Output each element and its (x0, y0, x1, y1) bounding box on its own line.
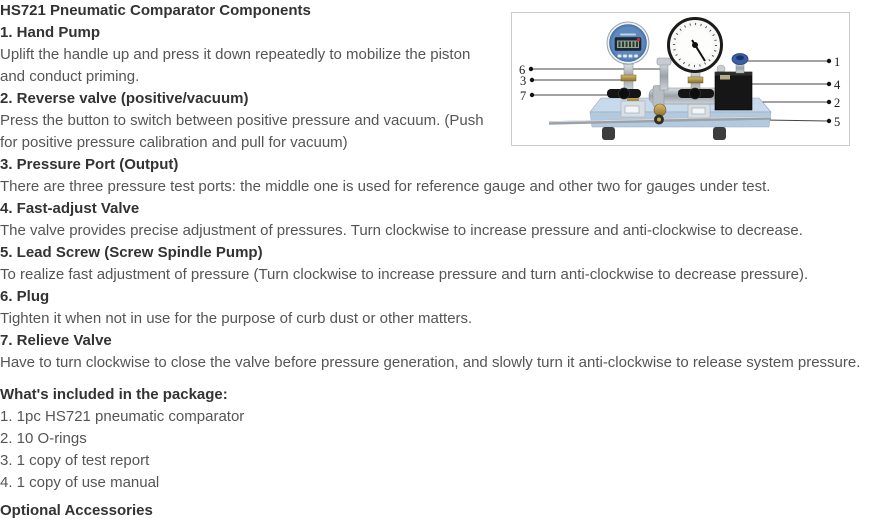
section-body: To realize fast adjustment of pressure (Turn clockwise to increase pressure and turn anti-clockwise to decrease pressure). (0, 266, 809, 283)
pressure-port-right (688, 104, 710, 118)
callout-label-1: 1 (834, 55, 841, 69)
hand-pump-block (715, 54, 752, 111)
section-body: Uplift the handle up and press it down repeatedly to mobilize the piston and conduct priming. (0, 46, 471, 85)
analog-gauge-valve (678, 71, 714, 99)
section-body: Have to turn clockwise to close the valve before pressure generation, and slowly turn it anti-clockwise to release system pressure. (0, 354, 861, 371)
section-lead-screw (0, 242, 879, 286)
plug-fitting (657, 58, 671, 90)
analog-gauge (669, 19, 722, 72)
section-relieve-valve (0, 330, 879, 374)
comparator-image (512, 13, 849, 145)
optional-accessories-heading: Optional Accessories (0, 502, 153, 519)
section-heading: 6. Plug (0, 288, 50, 305)
product-figure (511, 12, 850, 146)
section-body: Tighten it when not in use for the purpose of curb dust or other matters. (0, 310, 473, 327)
package-item: 1. 1pc HS721 pneumatic comparator (0, 408, 245, 425)
section-body: Press the button to switch between positive pressure and vacuum. (Push for positive pressure calibration and pull for vacuum) (0, 112, 484, 151)
gauge-logo-dot (637, 38, 641, 42)
section-pressure-port (0, 154, 879, 198)
section-heading: 7. Relieve Valve (0, 332, 112, 349)
digital-gauge (607, 22, 649, 65)
package-heading: What's included in the package: (0, 386, 228, 403)
section-fast-adjust-valve (0, 198, 879, 242)
package-item: 4. 1 copy of use manual (0, 474, 160, 491)
section-heading: 1. Hand Pump (0, 24, 101, 41)
section-heading: 2. Reverse valve (positive/vacuum) (0, 90, 249, 107)
section-body: There are three pressure test ports: the middle one is used for reference gauge and other two for gauges under test. (0, 178, 771, 195)
section-plug (0, 286, 879, 330)
package-list (0, 406, 879, 494)
section-body: The valve provides precise adjustment of pressures. Turn clockwise to increase pressure and anti-clockwise to decrease. (0, 222, 803, 239)
section-heading: 3. Pressure Port (Output) (0, 156, 179, 173)
callout-label-3: 3 (520, 74, 527, 88)
foot-right (713, 127, 726, 140)
page-title: HS721 Pneumatic Comparator Components (0, 2, 311, 19)
foot-left (602, 127, 615, 140)
callout-label-7: 7 (520, 89, 527, 103)
callout-label-6: 6 (519, 63, 526, 77)
package-item: 2. 10 O-rings (0, 430, 87, 447)
callout-label-5: 5 (834, 115, 841, 129)
section-heading: 5. Lead Screw (Screw Spindle Pump) (0, 244, 263, 261)
callout-label-4: 4 (834, 78, 841, 92)
callout-label-2: 2 (834, 96, 841, 110)
section-heading: 4. Fast-adjust Valve (0, 200, 140, 217)
package-item: 3. 1 copy of test report (0, 452, 150, 469)
